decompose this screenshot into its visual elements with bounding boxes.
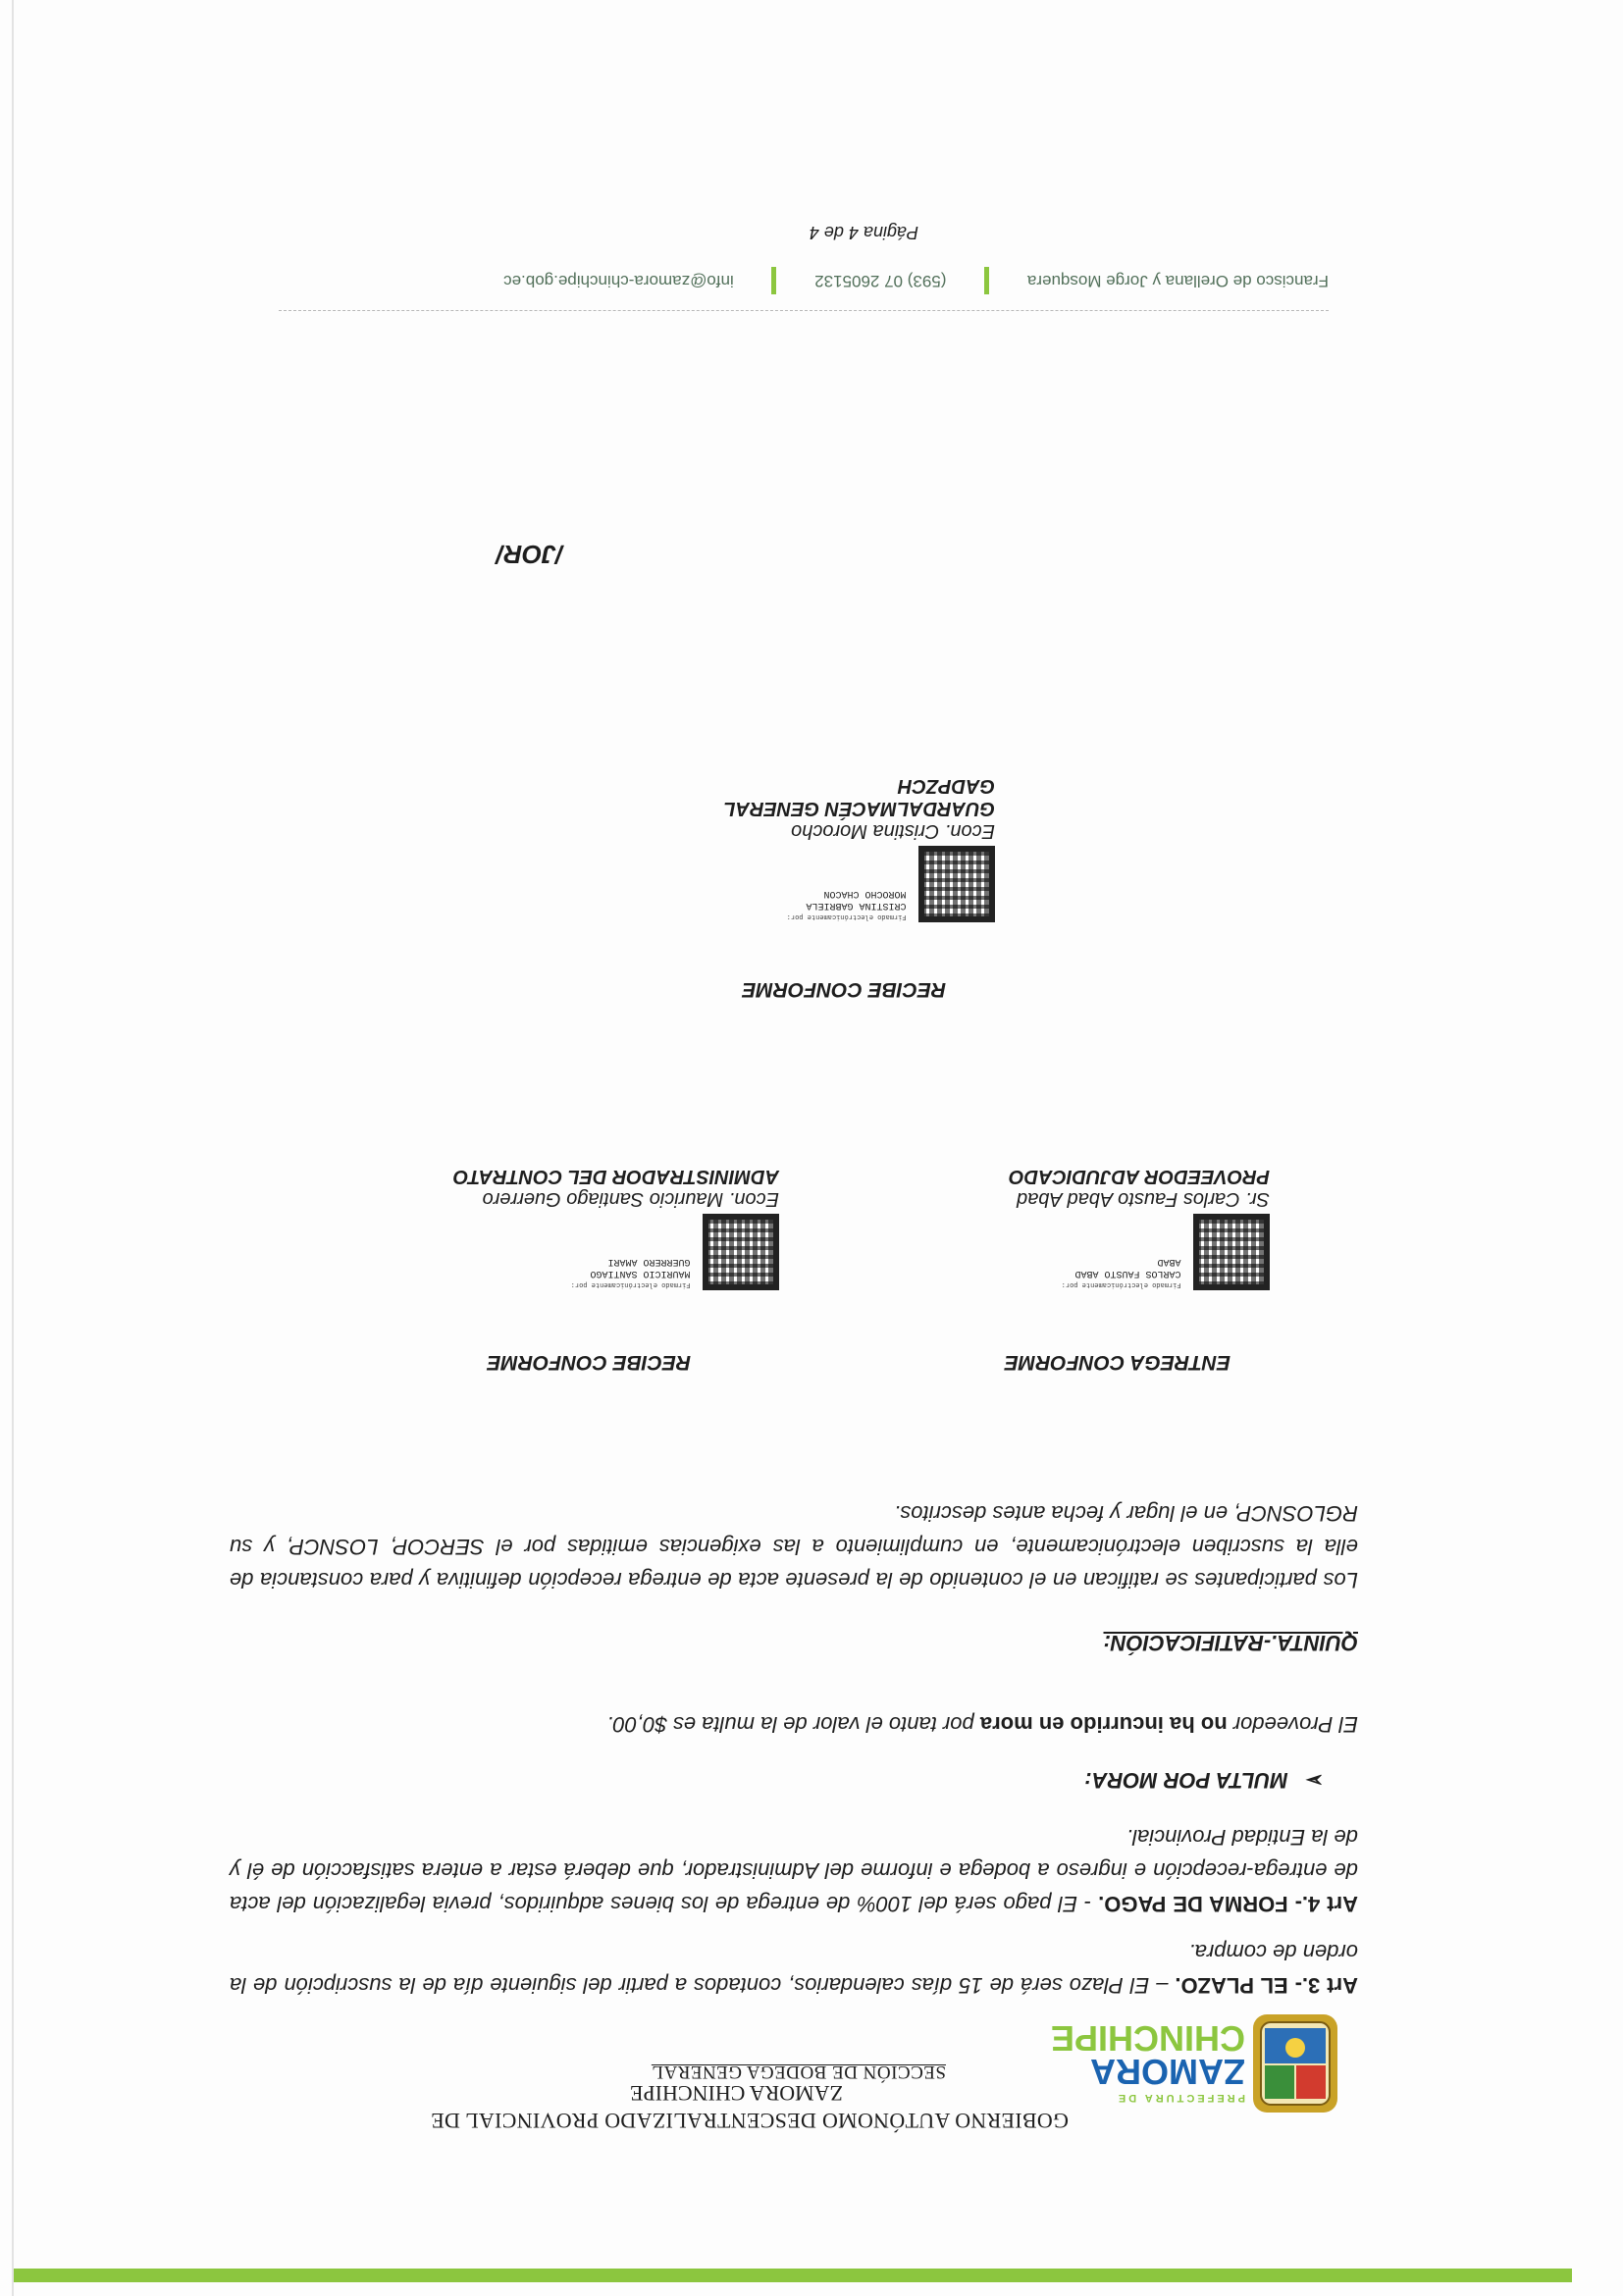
arrow-bullet-icon: ➢ — [1305, 1768, 1324, 1793]
mora-text-c: por tanto el valor de la multa es $0,00. — [606, 1712, 980, 1737]
page-number: Página 4 de 4 — [809, 223, 918, 242]
stamp-name-2: GUERRERO AMARI — [607, 1256, 691, 1267]
electronic-signature-stamp — [916, 1214, 1270, 1290]
stamp-text — [787, 887, 907, 922]
signature-block-proveedor — [916, 1165, 1270, 1290]
page-footer — [279, 267, 1329, 311]
institution-line-1: GOBIERNO AUTÓNOMO DESCENTRALIZADO PROVINCIAL DE — [430, 2109, 1069, 2133]
institution-line-2: ZAMORA CHINCHIPE — [630, 2081, 843, 2106]
signer-role: PROVEEDOR ADJUDICADO — [1009, 1166, 1270, 1187]
stamp-name-1: MAURICIO SANTIAGO — [590, 1268, 691, 1278]
stamp-text — [1062, 1255, 1181, 1290]
initials: /JOR/ — [497, 540, 563, 569]
signer-name: Econ. Cristina Morocho — [791, 820, 995, 842]
article-3-text: – El Plazo será de 15 días calendarios, contados a partir del siguiente día de la suscripción de la orden de compra. — [230, 1940, 1358, 1998]
footer-email[interactable]: info@zamora-chinchipe.gob.ec — [503, 272, 734, 290]
multa-title: MULTA POR MORA: — [1084, 1768, 1288, 1793]
electronic-signature-stamp — [426, 1214, 779, 1290]
section-title: SECCIÓN DE BODEGA GENERAL — [651, 2061, 946, 2082]
mora-paragraph — [230, 1707, 1358, 1741]
footer-address: Francisco de Orellana y Jorge Mosquera — [1026, 272, 1329, 290]
svg-text:PREFECTURA DE: PREFECTURA DE — [1115, 2092, 1245, 2104]
mora-text-a: El Proveedor — [1227, 1712, 1358, 1737]
page-edge — [12, 0, 14, 2296]
footer-separator — [771, 267, 776, 294]
signature-block-administrador — [426, 1165, 779, 1290]
stamp-note: Firmado electrónicamente por: — [570, 1280, 691, 1288]
entrega-conforme-heading: ENTREGA CONFORME — [1004, 1351, 1230, 1374]
article-4-text: - El pago será del 100% de entrega de los bienes adquiridos, previa legalización del acta de entrega-recepción e ingreso a bodega e informe del Administrador, que deberá estar a entera satisfacción de él y de la Entidad Provincial. — [229, 1825, 1358, 1916]
stamp-note: Firmado electrónicamente por: — [786, 913, 907, 920]
article-3 — [230, 1935, 1358, 2002]
svg-text:CHINCHIPE: CHINCHIPE — [1050, 2018, 1245, 2059]
stamp-name-2: ABAD — [1157, 1256, 1181, 1267]
stamp-name-1: CARLOS FAUSTO ABAD — [1074, 1268, 1181, 1278]
article-4 — [230, 1820, 1358, 1920]
footer-phone: (593) 07 2605132 — [814, 272, 947, 290]
signer-name: Econ. Mauricio Santiago Guerrero — [482, 1188, 779, 1210]
qr-code-icon — [918, 846, 995, 922]
article-3-title: Art 3.- EL PLAZO. — [1175, 1973, 1358, 1998]
quinta-paragraph: Los participantes se ratifican en el contenido de la presente acta de entrega recepción definitiva y para constancia de ella la suscriben electrónicamente, en cumplimiento a las exigencias emitidas por el SERCOP, LOSNCP, y su RGLOSNCP, en el lugar y fecha antes descritos. — [230, 1501, 1358, 1592]
header-green-bar — [12, 2269, 1572, 2282]
recibe-conforme-heading: RECIBE CONFORME — [487, 1351, 691, 1374]
qr-code-icon — [1193, 1214, 1270, 1290]
signer-role: ADMINISTRADOR DEL CONTRATO — [452, 1166, 779, 1187]
mora-text-b: no ha incurrido en mora — [979, 1712, 1228, 1737]
prefectura-logo — [1050, 2007, 1343, 2124]
quinta-heading: QUINTA.-RATIFICACIÓN: — [1103, 1631, 1358, 1655]
signer-role: GUARDALMACÉN GENERAL GADPZCH — [723, 775, 995, 819]
qr-code-icon — [703, 1214, 779, 1290]
svg-text:ZAMORA: ZAMORA — [1090, 2052, 1245, 2092]
article-4-title: Art 4.- FORMA DE PAGO. — [1098, 1892, 1358, 1916]
signer-name: Sr. Carlos Fausto Abad Abad — [1017, 1188, 1270, 1210]
stamp-name-1: CRISTINA GABRIELA — [806, 900, 907, 911]
institution-title — [303, 2079, 1069, 2134]
recibe-conforme-heading-2: RECIBE CONFORME — [742, 978, 946, 1001]
stamp-name-2: MOROCHO CHACON — [823, 888, 907, 899]
electronic-signature-stamp — [642, 846, 995, 922]
multa-heading — [1084, 1767, 1324, 1793]
stamp-text — [571, 1255, 691, 1290]
footer-separator — [984, 267, 989, 294]
stamp-note: Firmado electrónicamente por: — [1061, 1280, 1181, 1288]
signature-block-guardalmacen — [642, 774, 995, 922]
